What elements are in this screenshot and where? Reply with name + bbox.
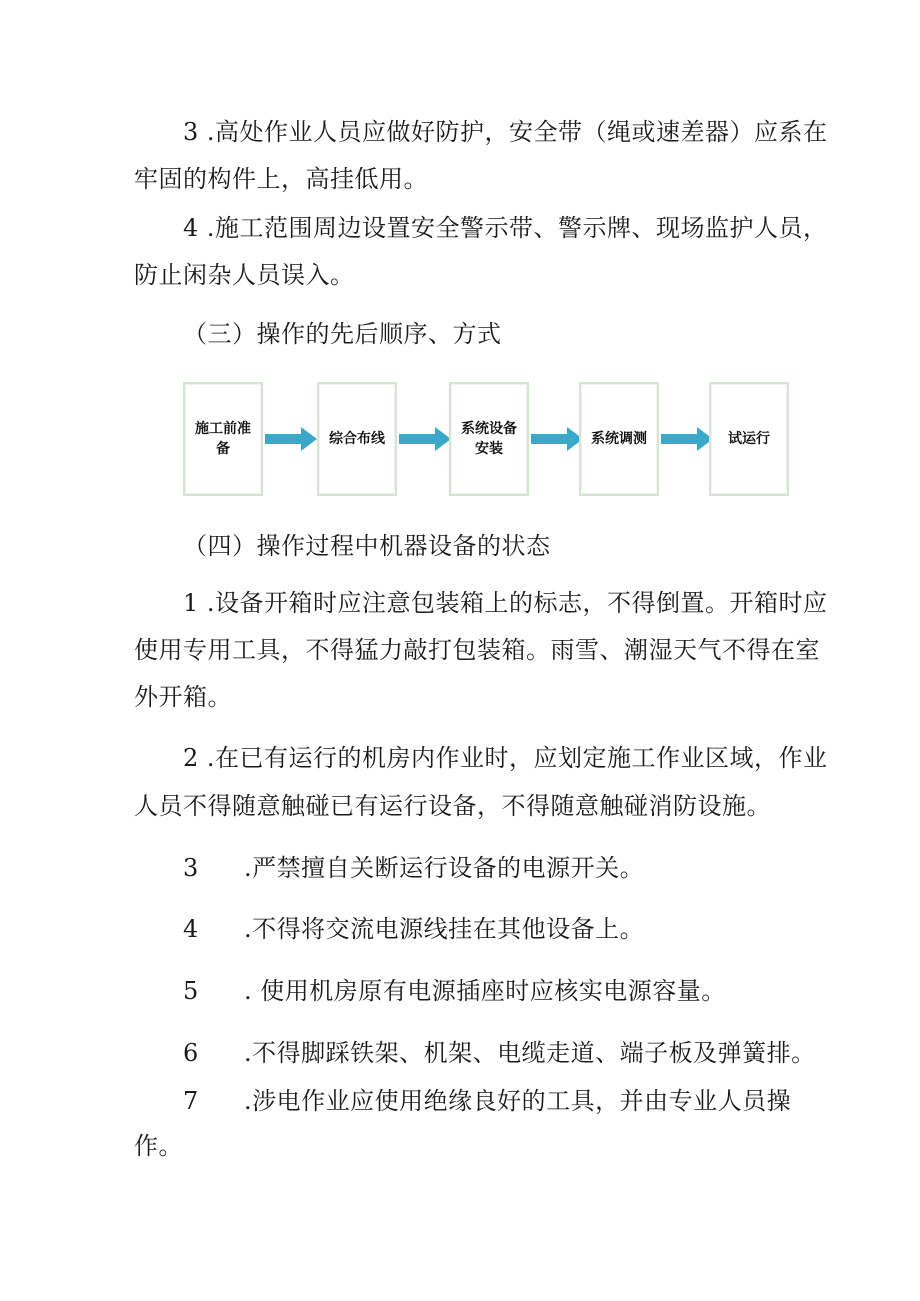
para-3-line-1: 3 .高处作业人员应做好防护，安全带（绳或速差器）应系在	[183, 118, 828, 146]
flow-step-3: 系统设备安装	[449, 382, 529, 496]
process-flowchart	[183, 382, 793, 500]
item-5-number: 5	[183, 977, 199, 1005]
flow-arrow-icon	[265, 427, 317, 451]
item-3-number: 3	[183, 854, 199, 882]
item-2-line-1: 2 .在已有运行的机房内作业时，应划定施工作业区域，作业	[183, 744, 828, 772]
item-1-line-2: 使用专用工具，不得猛力敲打包装箱。雨雪、潮湿天气不得在室	[134, 636, 820, 664]
flow-arrow-icon	[661, 427, 713, 451]
flow-step-5: 试运行	[709, 382, 789, 496]
para-3-line-2: 牢固的构件上，高挂低用。	[134, 165, 428, 193]
item-7-text-line-1: .涉电作业应使用绝缘良好的工具，并由专业人员操	[244, 1087, 792, 1115]
flow-arrow-icon	[399, 427, 451, 451]
item-3-text: .严禁擅自关断运行设备的电源开关。	[244, 854, 645, 882]
flow-step-2: 综合布线	[317, 382, 397, 496]
item-1-line-3: 外开箱。	[134, 683, 232, 711]
item-4-text: .不得将交流电源线挂在其他设备上。	[244, 915, 645, 943]
item-2-line-2: 人员不得随意触碰已有运行设备，不得随意触碰消防设施。	[134, 792, 771, 820]
item-7-text-line-2: 作。	[134, 1132, 183, 1160]
item-6-number: 6	[183, 1039, 199, 1067]
section-heading-4: （四）操作过程中机器设备的状态	[183, 532, 551, 560]
flow-step-1: 施工前准备	[183, 382, 263, 496]
item-7-number: 7	[183, 1087, 199, 1115]
para-4-line-2: 防止闲杂人员误入。	[134, 261, 355, 289]
flow-arrow-icon	[531, 427, 583, 451]
item-5-text: . 使用机房原有电源插座时应核实电源容量。	[244, 977, 726, 1005]
item-4-number: 4	[183, 915, 199, 943]
item-6-text: .不得脚踩铁架、机架、电缆走道、端子板及弹簧排。	[244, 1039, 816, 1067]
flow-step-4: 系统调测	[579, 382, 659, 496]
item-1-line-1: 1 .设备开箱时应注意包装箱上的标志，不得倒置。开箱时应	[183, 589, 828, 617]
para-4-line-1: 4 .施工范围周边设置安全警示带、警示牌、现场监护人员，	[183, 214, 828, 242]
section-heading-3: （三）操作的先后顺序、方式	[183, 320, 502, 348]
